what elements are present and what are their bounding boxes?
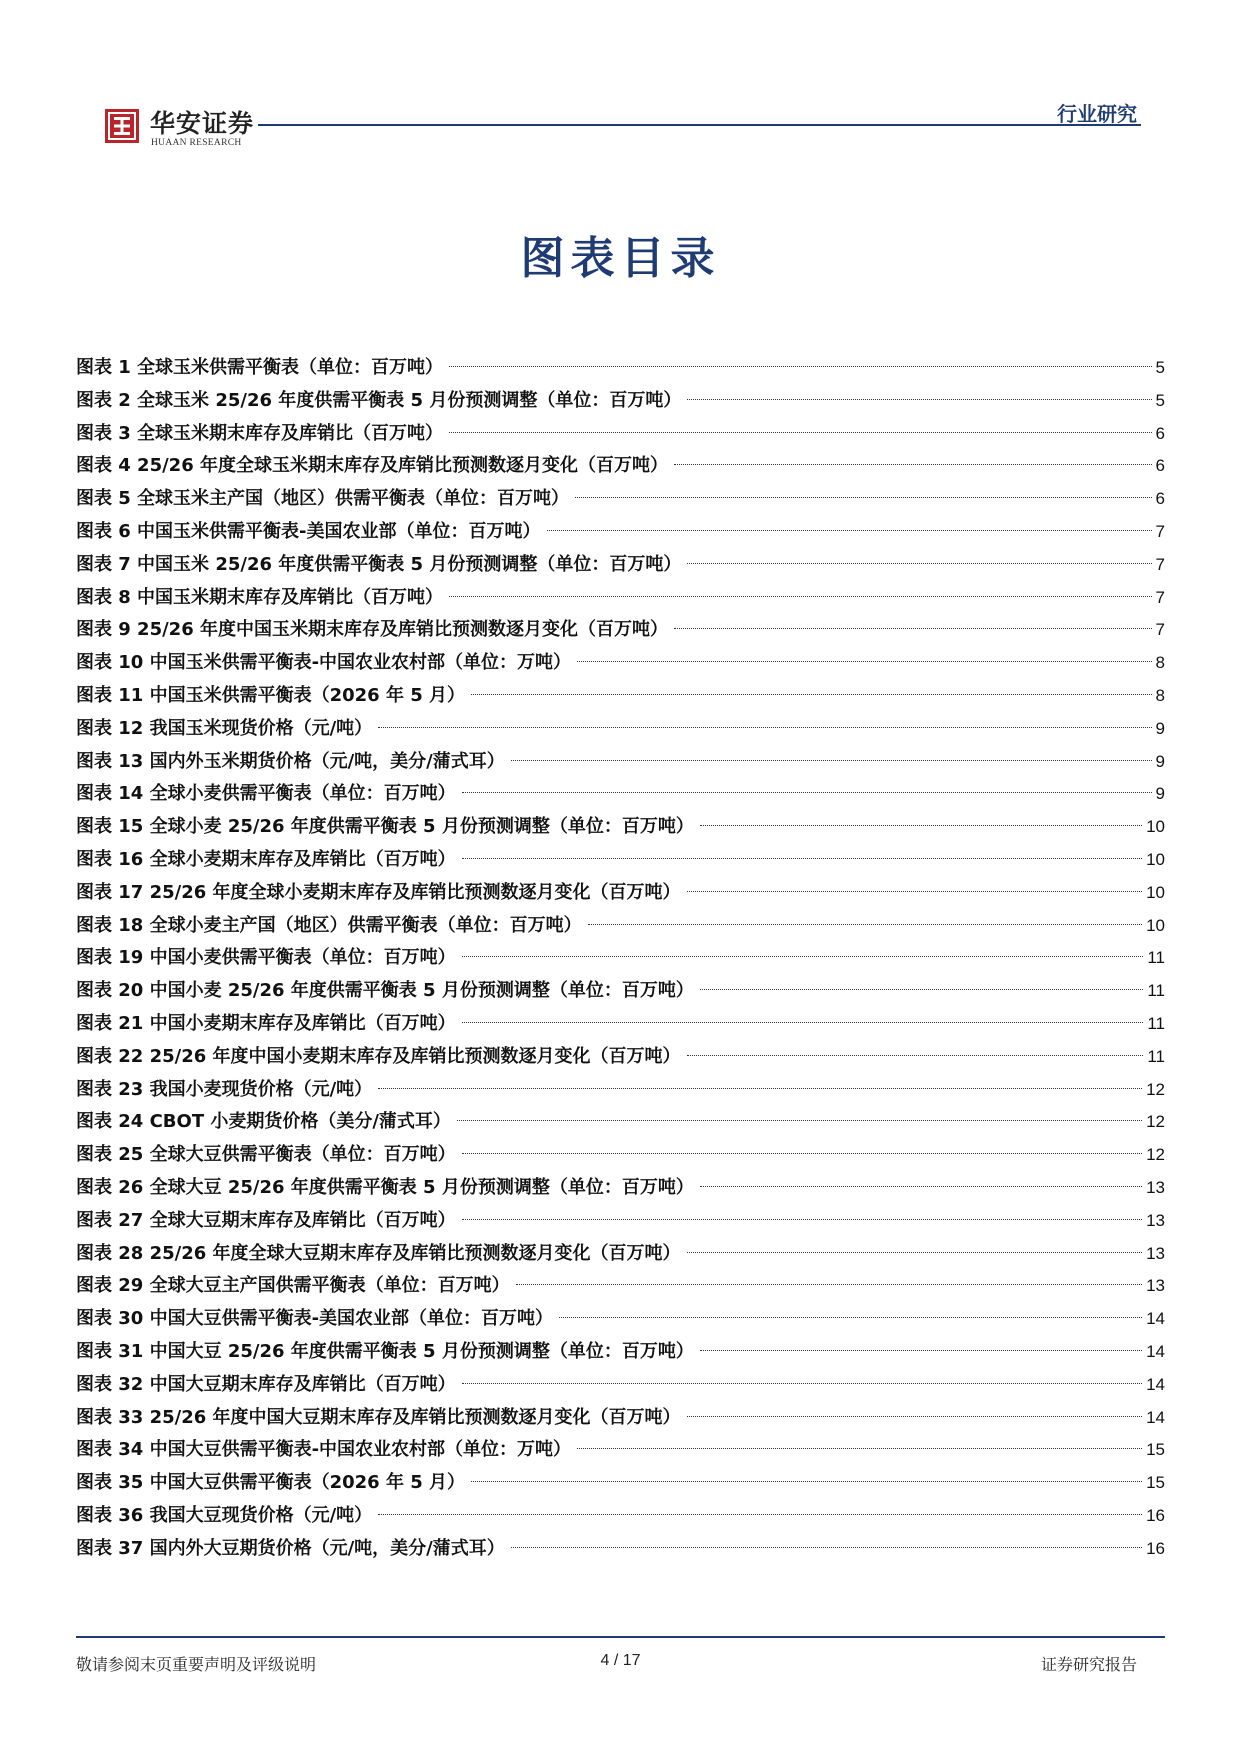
- toc-item[interactable]: [76, 811, 1165, 844]
- toc-item-label: 图表 19 中国小麦供需平衡表（单位：百万吨）: [76, 947, 456, 969]
- toc-leader-dots: [378, 1514, 1142, 1515]
- toc-item-label: 图表 36 我国大豆现货价格（元/吨）: [76, 1504, 373, 1526]
- toc-leader-dots: [687, 891, 1143, 892]
- toc-leader-dots: [559, 1317, 1142, 1318]
- toc-item-label: 图表 5 全球玉米主产国（地区）供需平衡表（单位：百万吨）: [76, 488, 570, 510]
- page-indicator: 4 / 17: [600, 1652, 641, 1669]
- toc-item-page: 15: [1146, 1440, 1165, 1460]
- toc-item-label: 图表 18 全球小麦主产国（地区）供需平衡表（单位：百万吨）: [76, 914, 582, 936]
- toc-item-page: 12: [1146, 1079, 1165, 1099]
- toc-item-page: 11: [1147, 981, 1165, 1001]
- toc-leader-dots: [687, 399, 1151, 400]
- toc-leader-dots: [449, 596, 1151, 597]
- toc-item-label: 图表 24 CBOT 小麦期货价格（美分/蒲式耳）: [76, 1111, 451, 1133]
- toc-item-label: 图表 29 全球大豆主产国供需平衡表（单位：百万吨）: [76, 1275, 510, 1297]
- toc-item[interactable]: [76, 1238, 1165, 1271]
- toc-item[interactable]: [76, 1270, 1165, 1303]
- page-title: 图表目录: [520, 233, 721, 284]
- toc-leader-dots: [687, 1252, 1143, 1253]
- toc-leader-dots: [462, 1219, 1142, 1220]
- toc-item-page: 6: [1155, 456, 1165, 476]
- toc-item-label: 图表 6 中国玉米供需平衡表-美国农业部（单位：百万吨）: [76, 520, 541, 542]
- toc-item-label: 图表 9 25/26 年度中国玉米期末库存及库销比预测数逐月变化（百万吨）: [76, 619, 668, 641]
- toc-item[interactable]: [76, 1434, 1165, 1467]
- section-label: 行业研究: [1057, 102, 1137, 126]
- toc-item-label: 图表 11 中国玉米供需平衡表（2026 年 5 月）: [76, 684, 466, 706]
- toc-item[interactable]: [76, 1106, 1165, 1139]
- toc-item-label: 图表 3 全球玉米期末库存及库销比（百万吨）: [76, 422, 444, 444]
- toc-item-label: 图表 13 国内外玉米期货价格（元/吨，美分/蒲式耳）: [76, 750, 505, 772]
- toc-item-page: 12: [1146, 1145, 1165, 1165]
- toc-item-page: 11: [1147, 1013, 1165, 1033]
- toc-item-label: 图表 12 我国玉米现货价格（元/吨）: [76, 717, 373, 739]
- toc-item-page: 9: [1155, 718, 1165, 738]
- toc-item[interactable]: [76, 942, 1165, 975]
- toc-item[interactable]: [76, 1041, 1165, 1074]
- toc-item-page: 5: [1155, 390, 1165, 410]
- toc-item[interactable]: [76, 1336, 1165, 1369]
- toc-item[interactable]: [76, 1369, 1165, 1402]
- toc-leader-dots: [457, 1120, 1142, 1121]
- toc-leader-dots: [577, 1448, 1142, 1449]
- toc-item-label: 图表 15 全球小麦 25/26 年度供需平衡表 5 月份预测调整（单位：百万吨）: [76, 816, 694, 838]
- toc-item-label: 图表 35 中国大豆供需平衡表（2026 年 5 月）: [76, 1472, 466, 1494]
- toc-item-page: 13: [1146, 1210, 1165, 1230]
- toc-item[interactable]: [76, 778, 1165, 811]
- toc-item[interactable]: [76, 1074, 1165, 1107]
- toc-item-page: 14: [1146, 1341, 1165, 1361]
- toc-leader-dots: [462, 1022, 1144, 1023]
- toc-item-page: 16: [1146, 1505, 1165, 1525]
- toc-item-page: 6: [1155, 423, 1165, 443]
- toc-item-label: 图表 21 中国小麦期末库存及库销比（百万吨）: [76, 1012, 456, 1034]
- toc-leader-dots: [687, 563, 1151, 564]
- toc-item-page: 7: [1155, 587, 1165, 607]
- toc-item-page: 13: [1146, 1177, 1165, 1197]
- toc-leader-dots: [462, 792, 1152, 793]
- toc-item-page: 9: [1155, 751, 1165, 771]
- toc-item-label: 图表 28 25/26 年度全球大豆期末库存及库销比预测数逐月变化（百万吨）: [76, 1242, 681, 1264]
- toc-item-label: 图表 25 全球大豆供需平衡表（单位：百万吨）: [76, 1144, 456, 1166]
- toc-item[interactable]: [76, 647, 1165, 680]
- toc-item[interactable]: [76, 1008, 1165, 1041]
- toc-item[interactable]: [76, 1172, 1165, 1205]
- toc-item-label: 图表 10 中国玉米供需平衡表-中国农业农村部（单位：万吨）: [76, 652, 572, 674]
- toc-item-page: 10: [1146, 849, 1165, 869]
- toc-leader-dots: [687, 1416, 1143, 1417]
- toc-leader-dots: [588, 924, 1142, 925]
- toc-item-label: 图表 20 中国小麦 25/26 年度供需平衡表 5 月份预测调整（单位：百万吨）: [76, 980, 694, 1002]
- toc-item-label: 图表 31 中国大豆 25/26 年度供需平衡表 5 月份预测调整（单位：百万吨）: [76, 1340, 694, 1362]
- toc-item-page: 10: [1146, 882, 1165, 902]
- toc-item-page: 8: [1155, 653, 1165, 673]
- toc-item-label: 图表 2 全球玉米 25/26 年度供需平衡表 5 月份预测调整（单位：百万吨）: [76, 389, 682, 411]
- toc-leader-dots: [575, 497, 1151, 498]
- toc-item-label: 图表 26 全球大豆 25/26 年度供需平衡表 5 月份预测调整（单位：百万吨）: [76, 1176, 694, 1198]
- toc-item[interactable]: [76, 1303, 1165, 1336]
- table-of-figures: [76, 352, 1165, 1565]
- toc-item-page: 14: [1146, 1374, 1165, 1394]
- toc-item[interactable]: [76, 483, 1165, 516]
- toc-leader-dots: [449, 366, 1151, 367]
- toc-item-label: 图表 7 中国玉米 25/26 年度供需平衡表 5 月份预测调整（单位：百万吨）: [76, 553, 682, 575]
- toc-item-label: 图表 17 25/26 年度全球小麦期末库存及库销比预测数逐月变化（百万吨）: [76, 881, 681, 903]
- toc-item-label: 图表 34 中国大豆供需平衡表-中国农业农村部（单位：万吨）: [76, 1439, 572, 1461]
- toc-item-page: 13: [1146, 1243, 1165, 1263]
- toc-leader-dots: [516, 1284, 1142, 1285]
- toc-item[interactable]: [76, 582, 1165, 615]
- toc-item-page: 15: [1146, 1473, 1165, 1493]
- toc-item-label: 图表 33 25/26 年度中国大豆期末库存及库销比预测数逐月变化（百万吨）: [76, 1406, 681, 1428]
- toc-item-page: 7: [1155, 521, 1165, 541]
- toc-item-label: 图表 30 中国大豆供需平衡表-美国农业部（单位：百万吨）: [76, 1308, 554, 1330]
- toc-item[interactable]: [76, 910, 1165, 943]
- page-header: [0, 0, 1241, 160]
- toc-leader-dots: [462, 1383, 1142, 1384]
- toc-item-page: 14: [1146, 1407, 1165, 1427]
- toc-leader-dots: [700, 989, 1144, 990]
- huaan-logo-icon: [104, 108, 140, 144]
- toc-leader-dots: [700, 825, 1142, 826]
- toc-item[interactable]: [76, 1533, 1165, 1566]
- toc-item[interactable]: [76, 516, 1165, 549]
- toc-item[interactable]: [76, 450, 1165, 483]
- toc-item[interactable]: [76, 418, 1165, 451]
- toc-leader-dots: [378, 727, 1151, 728]
- toc-item[interactable]: [76, 877, 1165, 910]
- toc-item-page: 14: [1146, 1309, 1165, 1329]
- toc-leader-dots: [511, 760, 1152, 761]
- toc-item-label: 图表 14 全球小麦供需平衡表（单位：百万吨）: [76, 783, 456, 805]
- brand-name-en: HUAAN RESEARCH: [151, 138, 242, 148]
- toc-item-page: 11: [1147, 948, 1165, 968]
- toc-item[interactable]: [76, 385, 1165, 418]
- toc-item-page: 13: [1146, 1276, 1165, 1296]
- toc-item[interactable]: [76, 713, 1165, 746]
- toc-item-label: 图表 32 中国大豆期末库存及库销比（百万吨）: [76, 1373, 456, 1395]
- toc-item-label: 图表 8 中国玉米期末库存及库销比（百万吨）: [76, 586, 444, 608]
- toc-leader-dots: [462, 956, 1144, 957]
- toc-leader-dots: [687, 1055, 1144, 1056]
- toc-item-label: 图表 16 全球小麦期末库存及库销比（百万吨）: [76, 848, 456, 870]
- toc-item-page: 9: [1155, 784, 1165, 804]
- toc-item[interactable]: [76, 1205, 1165, 1238]
- toc-item[interactable]: [76, 1467, 1165, 1500]
- toc-item[interactable]: [76, 746, 1165, 779]
- toc-leader-dots: [462, 858, 1142, 859]
- header-divider: [258, 124, 1141, 126]
- toc-item-page: 10: [1146, 817, 1165, 837]
- footer-report-type: 证券研究报告: [1040, 1655, 1137, 1674]
- toc-leader-dots: [700, 1350, 1142, 1351]
- toc-item-page: 8: [1155, 685, 1165, 705]
- toc-item-page: 5: [1155, 358, 1165, 377]
- toc-leader-dots: [674, 464, 1152, 465]
- toc-item-page: 6: [1155, 489, 1165, 509]
- toc-item-label: 图表 27 全球大豆期末库存及库销比（百万吨）: [76, 1209, 456, 1231]
- toc-item[interactable]: [76, 844, 1165, 877]
- toc-item-page: 12: [1146, 1112, 1165, 1132]
- toc-item-page: 10: [1146, 915, 1165, 935]
- toc-item-label: 图表 1 全球玉米供需平衡表（单位：百万吨）: [76, 357, 444, 378]
- toc-leader-dots: [378, 1088, 1142, 1089]
- footer-disclaimer: 敬请参阅末页重要声明及评级说明: [76, 1655, 317, 1674]
- toc-item-label: 图表 23 我国小麦现货价格（元/吨）: [76, 1078, 373, 1100]
- brand-name-cn: 华安证券: [150, 109, 255, 138]
- toc-item[interactable]: [76, 1402, 1165, 1435]
- toc-leader-dots: [577, 661, 1151, 662]
- toc-item-page: 7: [1155, 554, 1165, 574]
- toc-item-label: 图表 4 25/26 年度全球玉米期末库存及库销比预测数逐月变化（百万吨）: [76, 455, 668, 477]
- footer-divider: [76, 1636, 1165, 1638]
- toc-item-page: 7: [1155, 620, 1165, 640]
- toc-leader-dots: [700, 1186, 1142, 1187]
- toc-item[interactable]: [76, 352, 1165, 385]
- toc-leader-dots: [511, 1547, 1142, 1548]
- toc-leader-dots: [547, 530, 1152, 531]
- toc-leader-dots: [471, 1481, 1142, 1482]
- toc-item-label: 图表 22 25/26 年度中国小麦期末库存及库销比预测数逐月变化（百万吨）: [76, 1045, 681, 1067]
- toc-item[interactable]: [76, 614, 1165, 647]
- toc-item-label: 图表 37 国内外大豆期货价格（元/吨，美分/蒲式耳）: [76, 1537, 505, 1559]
- toc-item[interactable]: [76, 1500, 1165, 1533]
- toc-item-page: 16: [1146, 1538, 1165, 1558]
- toc-leader-dots: [674, 628, 1152, 629]
- toc-leader-dots: [449, 432, 1151, 433]
- toc-item[interactable]: [76, 549, 1165, 582]
- toc-item[interactable]: [76, 680, 1165, 713]
- toc-item[interactable]: [76, 975, 1165, 1008]
- toc-item-page: 11: [1147, 1046, 1165, 1066]
- toc-leader-dots: [462, 1153, 1142, 1154]
- toc-leader-dots: [471, 694, 1152, 695]
- toc-item[interactable]: [76, 1139, 1165, 1172]
